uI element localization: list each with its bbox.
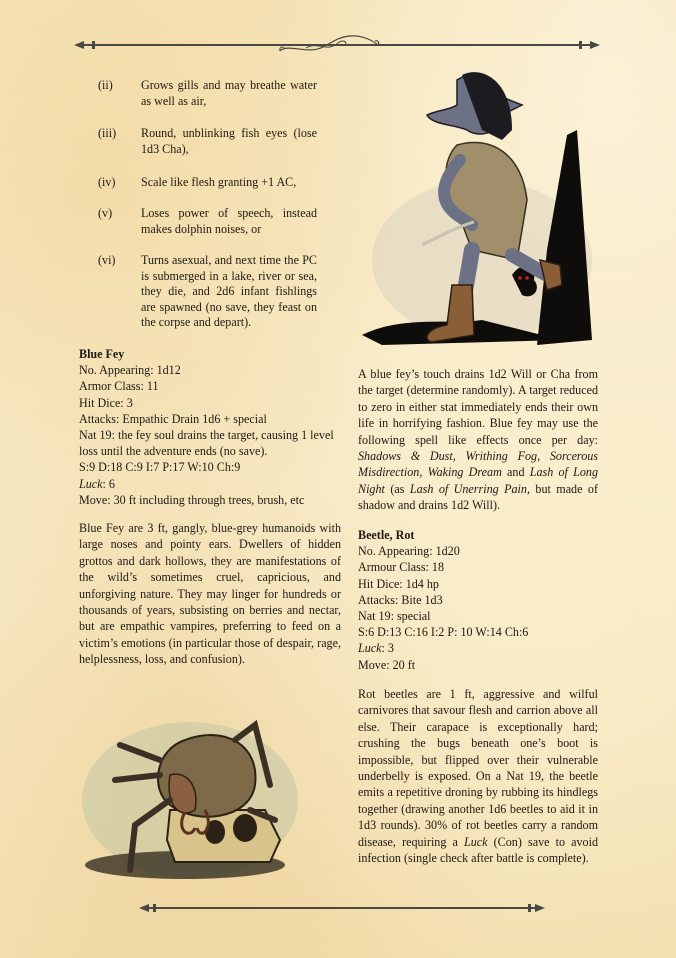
bottom-divider-rule bbox=[147, 907, 537, 909]
arrow-left-icon bbox=[139, 904, 149, 912]
no-appearing: No. Appearing: 1d12 bbox=[79, 363, 181, 378]
list-number: (iii) bbox=[98, 126, 117, 140]
move: Move: 20 ft bbox=[358, 657, 416, 672]
arrow-right-icon bbox=[590, 41, 600, 49]
list-number: (vi) bbox=[98, 253, 116, 267]
luck: Luck: 6 bbox=[79, 476, 115, 491]
rot-beetle-statblock bbox=[358, 527, 598, 673]
armor-class: Armor Class: 11 bbox=[79, 379, 159, 394]
monster-name: Blue Fey bbox=[79, 347, 125, 361]
attacks: Attacks: Empathic Drain 1d6 + special bbox=[79, 411, 267, 426]
spell-name: Shadows & Dust, bbox=[358, 449, 456, 464]
blue-fey-description: Blue Fey are 3 ft, gangly, blue-grey humanoids with large noses and pointy ears. Dwellers of hidden grottos and dark hollows, they are manifestations of the wild’s sometimes cruel, capricious, and unforgiving nature. They may linger for hundreds or thousands of years, subsisting on berries and nectar, but are empathic vampires, preferring to feed on a victim’s emotions (in particular those of despair, rage, helplessness, loss, and confusion). bbox=[79, 521, 341, 667]
move: Move: 30 ft including through trees, brush, etc bbox=[79, 492, 305, 507]
hit-dice: Hit Dice: 3 bbox=[79, 395, 133, 410]
blue-fey-statblock bbox=[79, 346, 341, 508]
attacks: Attacks: Bite 1d3 bbox=[358, 592, 443, 607]
blue-fey-illustration bbox=[362, 60, 602, 350]
ability-scores: S:6 D:13 C:16 I:2 P: 10 W:14 Ch:6 bbox=[358, 625, 529, 640]
list-text: Loses power of speech, instead makes dolphin noises, or bbox=[141, 206, 317, 236]
rot-beetle-description: Rot beetles are 1 ft, aggressive and wilful carnivores that savour flesh and carrion above all else. Their carapace is exceptionally hard; crushing the bugs beneath one’s boot is impossible, but flipped over their vulnerable underbelly is exposed. On a Nat 19, the beetle emits a repetitive droning by rubbing its hindlegs together (drawing another 1d6 beetles to aid it in 1d3 rounds). 30% of rot beetles carry a random disease, requiring a Luck (Con) save to avoid infection (single check after battle is complete). bbox=[358, 687, 598, 866]
list-number: (ii) bbox=[98, 78, 113, 92]
arrow-left-icon bbox=[74, 41, 84, 49]
list-text: Grows gills and may breathe water as well as air, bbox=[141, 78, 317, 108]
hit-dice: Hit Dice: 1d4 hp bbox=[358, 576, 439, 591]
nat19: Nat 19: the fey soul drains the target, causing 1 level loss until the adventure ends (no save). bbox=[79, 428, 334, 459]
no-appearing: No. Appearing: 1d20 bbox=[358, 544, 460, 559]
monster-name: Beetle, Rot bbox=[358, 528, 415, 542]
arrow-right-icon bbox=[535, 904, 545, 912]
list-text: Scale like flesh granting +1 AC, bbox=[141, 175, 297, 189]
fey-touch-description: A blue fey’s touch drains 1d2 Will or Cha from the target (determine randomly). A target reduced to zero in either stat immediately ends their own life in horrifying fashion. Blue fey may use the following spell like effects once per day: Shadows & Dust, Writhing Fog, Sorcerous Misdirection, Waking Dream and Lash of Long Night (as Lash of Unerring Pain, but made of shadow and drains 1d2 Will). bbox=[358, 367, 598, 513]
list-number: (iv) bbox=[98, 175, 116, 189]
ability-scores: S:9 D:18 C:9 I:7 P:17 W:10 Ch:9 bbox=[79, 460, 241, 475]
spell-name: Lash of Long Night bbox=[358, 465, 598, 496]
list-number: (v) bbox=[98, 206, 113, 220]
flourish-ornament-icon bbox=[278, 33, 383, 55]
nat19: Nat 19: special bbox=[358, 609, 431, 624]
list-text: Turns asexual, and next time the PC is submerged in a lake, river or sea, they die, and 2d6 infant fishlings are spawned (no save, they feast on the corpse and depart). bbox=[141, 253, 317, 330]
armour-class: Armour Class: 18 bbox=[358, 560, 444, 575]
spell-name: Lash of Unerring Pain, bbox=[409, 481, 530, 496]
rot-beetle-illustration bbox=[75, 700, 300, 885]
list-text: Round, unblinking fish eyes (lose 1d3 Cha), bbox=[141, 126, 317, 156]
spell-name: Sorcerous Misdirection, bbox=[358, 449, 598, 480]
spell-name: Waking Dream bbox=[427, 465, 502, 480]
luck: Luck: 3 bbox=[358, 641, 394, 656]
spell-name: Writhing Fog, bbox=[465, 449, 541, 464]
